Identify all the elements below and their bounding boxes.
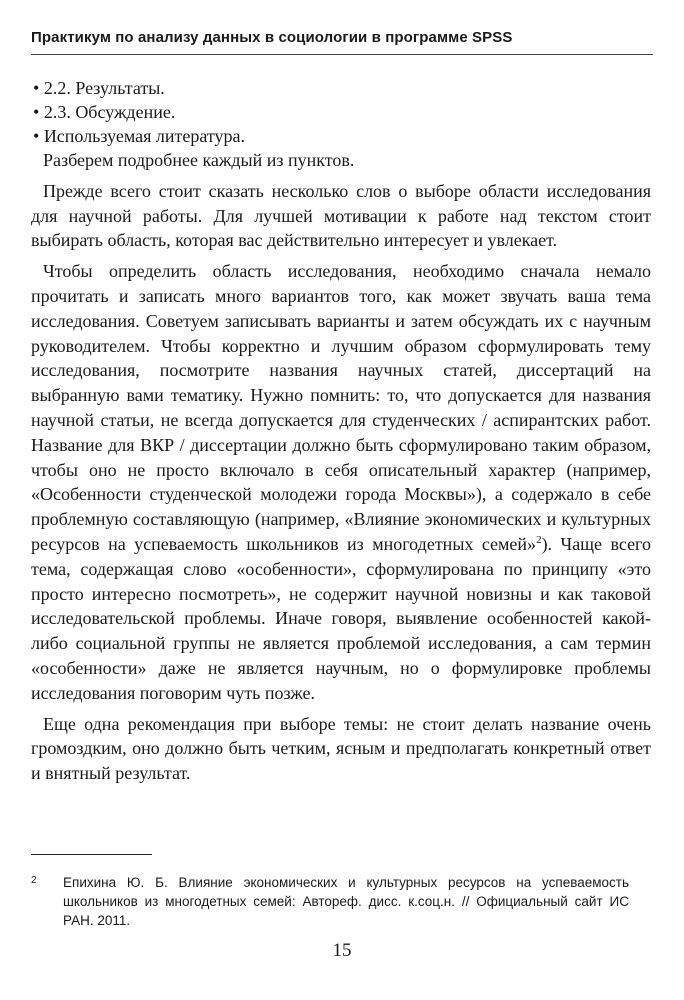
list-item-text: 2.3. Обсуждение. [43,102,176,122]
paragraph: Прежде всего стоит сказать несколько слов о выборе области исследования для научной работы. Для лучшей мотивации к работе над текстом стоит выбирать область, которая вас действительно интересует и увлекает. [31,180,651,251]
list-item-text: 2.2. Результаты. [43,78,165,98]
footnote-reference[interactable]: 2 [536,533,542,546]
body-text [31,148,651,786]
footnote-rule [31,854,152,855]
paragraph-text: Чтобы определить область исследования, необходимо сначала немало прочитать и записать много вариантов того, как может звучать ваша тема исследования. Советуем записывать варианты и затем обсуждать их с научным руководителем. Чтобы корректно и лучшим образом сформулировать тему исследования, посмотрите названия научных статей, диссертаций на выбранную вами тематику. Нужно помнить: то, что допускается для названия научной статьи, не всегда допускается для студенческих / аспирантских работ. Название для ВКР / диссертации должно быть сформулировано таким образом, чтобы оно не просто включало в себя описательный характер (например, «Особенности студенческой молодежи города Москвы»), а содержало в себе проблемную составляющую (например, «Влияние экономических и культурных ресурсов на успеваемость школьников из многодетных семей» [31,261,651,554]
paragraph-text: ). Чаще всего тема, содержащая слово «особенности», сформулирована по принципу «это просто интересно посмотреть», не содержит научной новизны и как таковой исследовательской проблемы. Иначе говоря, выявление особенностей какой-либо социальной группы не является проблемой исследования, а сам термин «особенности» даже не является научным, но о формулировке проблемы исследования поговорим чуть позже. [31,533,651,703]
bullet-symbol: • [33,126,40,146]
paragraph [31,259,651,705]
running-head: Практикум по анализу данных в социологии в программе SPSS [31,29,513,46]
bullet-symbol: • [33,102,40,122]
footnote-text: Епихина Ю. Б. Влияние экономических и культурных ресурсов на успеваемость школьников из многодетных семей: Автореф. дисс. к.соц.н. // Официальный сайт ИС РАН. 2011. [63,875,629,928]
header-rule [31,54,653,55]
list-item [31,100,653,124]
page-number: 15 [332,940,352,961]
list-item [31,124,653,148]
list-item-text: Используемая литература. [43,126,246,146]
bullet-list [31,76,653,148]
footnote [31,873,629,930]
footnote-number: 2 [31,875,37,886]
bullet-symbol: • [33,78,40,98]
list-item [31,76,653,100]
paragraph: Разберем подробнее каждый из пунктов. [43,150,355,170]
paragraph: Еще одна рекомендация при выборе темы: не стоит делать название очень громоздким, оно должно быть четким, ясным и предполагать конкретный ответ и внятный результат. [31,713,651,784]
